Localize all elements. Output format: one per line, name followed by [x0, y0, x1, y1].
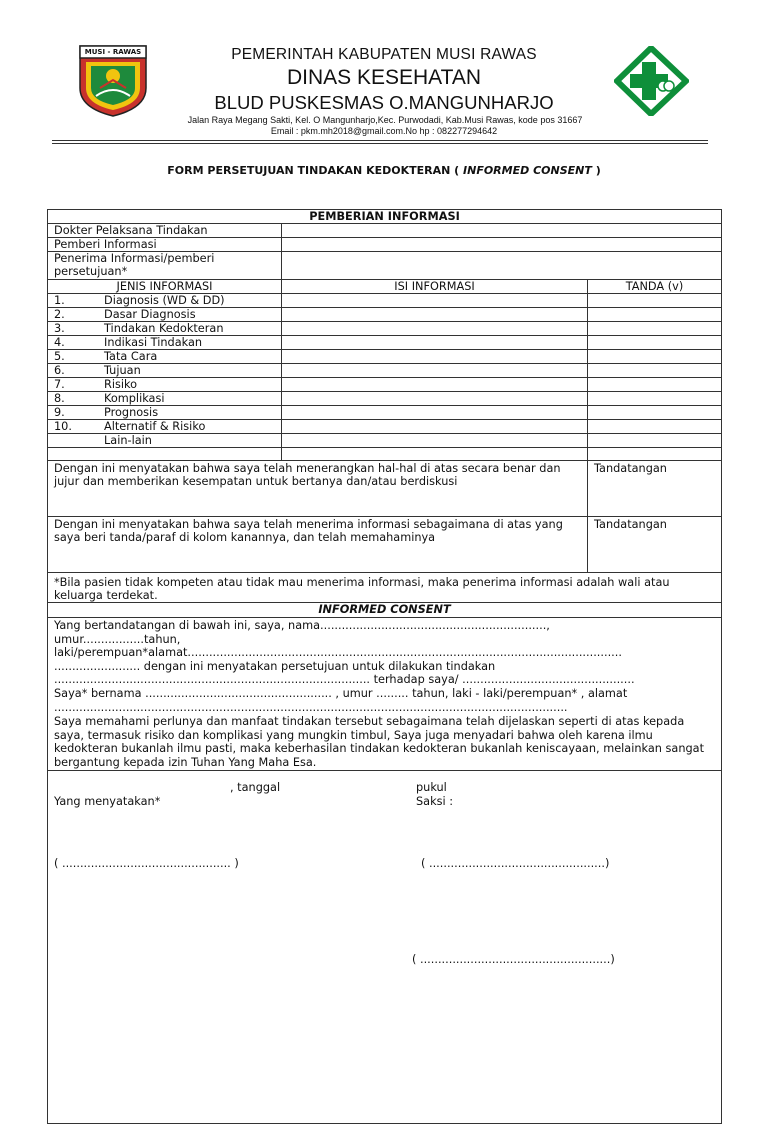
info-item: 2. Dasar Diagnosis	[48, 308, 282, 322]
address-line: Jalan Raya Megang Sakti, Kel. O Mangunharjo,Kec. Purwodadi, Kab.Musi Rawas, kode pos 31667	[187, 115, 583, 125]
consent-line: laki/perempuan*alamat.........................................................................................................................	[54, 646, 622, 660]
info-item: 5. Tata Cara	[48, 350, 282, 364]
blank-cell	[588, 448, 722, 461]
tanda-cell[interactable]	[588, 350, 722, 364]
tanda-cell[interactable]	[588, 392, 722, 406]
puskesmas-title: BLUD PUSKESMAS O.MANGUNHARJO	[214, 92, 554, 113]
consent-line: ...............................................................................................................................................	[54, 700, 568, 714]
consent-heading: INFORMED CONSENT	[48, 603, 722, 618]
info-row-value[interactable]	[282, 238, 722, 252]
consent-line: Saya* bernama .................................................... , umur ......... tahun, laki - laki/perempuan* , alamat	[54, 686, 628, 700]
isi-cell[interactable]	[282, 364, 588, 378]
isi-cell[interactable]	[282, 420, 588, 434]
info-row-label: Pemberi Informasi	[48, 238, 282, 252]
info-item: 6. Tujuan	[48, 364, 282, 378]
isi-cell[interactable]	[282, 378, 588, 392]
logo-label: MUSI - RAWAS	[84, 48, 142, 56]
government-title: PEMERINTAH KABUPATEN MUSI RAWAS	[231, 46, 537, 63]
consent-body	[48, 618, 722, 771]
declarant-signature-line[interactable]: ( ............................................... )	[54, 856, 239, 870]
isi-cell[interactable]	[282, 308, 588, 322]
info-heading: PEMBERIAN INFORMASI	[48, 210, 722, 224]
tanda-cell[interactable]	[588, 434, 722, 448]
header-divider	[52, 140, 708, 141]
consent-line: Yang bertandatangan di bawah ini, saya, nama...............................................................,	[54, 619, 550, 632]
isi-cell[interactable]	[282, 336, 588, 350]
info-item: 10. Alternatif & Risiko	[48, 420, 282, 434]
witness-label: Saksi :	[416, 794, 454, 808]
isi-cell[interactable]	[282, 350, 588, 364]
provider-statement: Dengan ini menyatakan bahwa saya telah menerangkan hal-hal di atas secara benar dan jujur dan memberikan kesempatan untuk bertanya dan/atau berdiskusi	[48, 461, 588, 517]
contact-line: Email : pkm.mh2018@gmail.com.No hp : 082277294642	[270, 126, 498, 136]
info-item: 8. Komplikasi	[48, 392, 282, 406]
info-item: 9. Prognosis	[48, 406, 282, 420]
second-witness-signature-line[interactable]: ( .....................................................)	[412, 952, 615, 966]
consent-form-table	[47, 209, 722, 1124]
declarant-label: Yang menyatakan*	[54, 794, 161, 808]
tanda-cell[interactable]	[588, 308, 722, 322]
isi-cell[interactable]	[282, 322, 588, 336]
receiver-statement: Dengan ini menyatakan bahwa saya telah menerima informasi sebagaimana di atas yang saya beri tanda/paraf di kolom kanannya, dan telah memahaminya	[48, 517, 588, 573]
isi-cell[interactable]	[282, 392, 588, 406]
info-row-label: Penerima Informasi/pemberi persetujuan*	[48, 252, 282, 280]
info-item: 1. Diagnosis (WD & DD)	[48, 294, 282, 308]
tanda-cell[interactable]	[588, 322, 722, 336]
blank-cell	[48, 448, 282, 461]
guardian-note: *Bila pasien tidak kompeten atau tidak mau menerima informasi, maka penerima informasi adalah wali atau keluarga terdekat.	[48, 573, 722, 603]
info-item: 4. Indikasi Tindakan	[48, 336, 282, 350]
info-row-value[interactable]	[282, 224, 722, 238]
tanda-cell[interactable]	[588, 294, 722, 308]
time-label[interactable]: pukul	[416, 780, 447, 794]
info-row-value[interactable]	[282, 252, 722, 280]
receiver-signature-cell[interactable]: Tandatangan	[588, 517, 722, 573]
consent-line: ........................ dengan ini menyatakan persetujuan untuk dilakukan tindakan	[54, 659, 496, 673]
signature-area	[48, 770, 722, 1123]
form-title: FORM PERSETUJUAN TINDAKAN KEDOKTERAN ( INFORMED CONSENT )	[167, 164, 601, 177]
isi-cell[interactable]	[282, 294, 588, 308]
info-item: 3. Tindakan Kedokteran	[48, 322, 282, 336]
tanda-cell[interactable]	[588, 406, 722, 420]
consent-line: ........................................................................................ terhadap saya/ ................................................	[54, 673, 635, 687]
col-header-isi: ISI INFORMASI	[282, 280, 588, 294]
blank-cell	[282, 448, 588, 461]
info-item: Lain-lain	[48, 434, 282, 448]
consent-paragraph: Saya memahami perlunya dan manfaat tindakan tersebut sebagaimana telah dijelaskan seperti di atas kepada saya, termasuk risiko dan komplikasi yang mungkin timbul, Saya juga menyadari bahwa oleh karena ilmu kedokteran bukanlah ilmu pasti, maka keberhasilan tindakan kedokteran bukanlah keniscayaan, melainkan sangat bergantung kepada izin Tuhan Yang Maha Esa.	[54, 715, 705, 769]
tanda-cell[interactable]	[588, 420, 722, 434]
date-label[interactable]: , tanggal	[230, 780, 281, 794]
tanda-cell[interactable]	[588, 378, 722, 392]
consent-line: umur.................tahun,	[54, 632, 181, 646]
provider-signature-cell[interactable]: Tandatangan	[588, 461, 722, 517]
col-header-jenis: JENIS INFORMASI	[48, 280, 282, 294]
department-title: DINAS KESEHATAN	[286, 66, 482, 89]
witness-signature-line[interactable]: ( .................................................)	[421, 856, 610, 870]
isi-cell[interactable]	[282, 406, 588, 420]
info-item: 7. Risiko	[48, 378, 282, 392]
tanda-cell[interactable]	[588, 364, 722, 378]
isi-cell[interactable]	[282, 434, 588, 448]
tanda-cell[interactable]	[588, 336, 722, 350]
header-divider-2	[52, 143, 708, 144]
col-header-tanda: TANDA (v)	[588, 280, 722, 294]
info-row-label: Dokter Pelaksana Tindakan	[48, 224, 282, 238]
